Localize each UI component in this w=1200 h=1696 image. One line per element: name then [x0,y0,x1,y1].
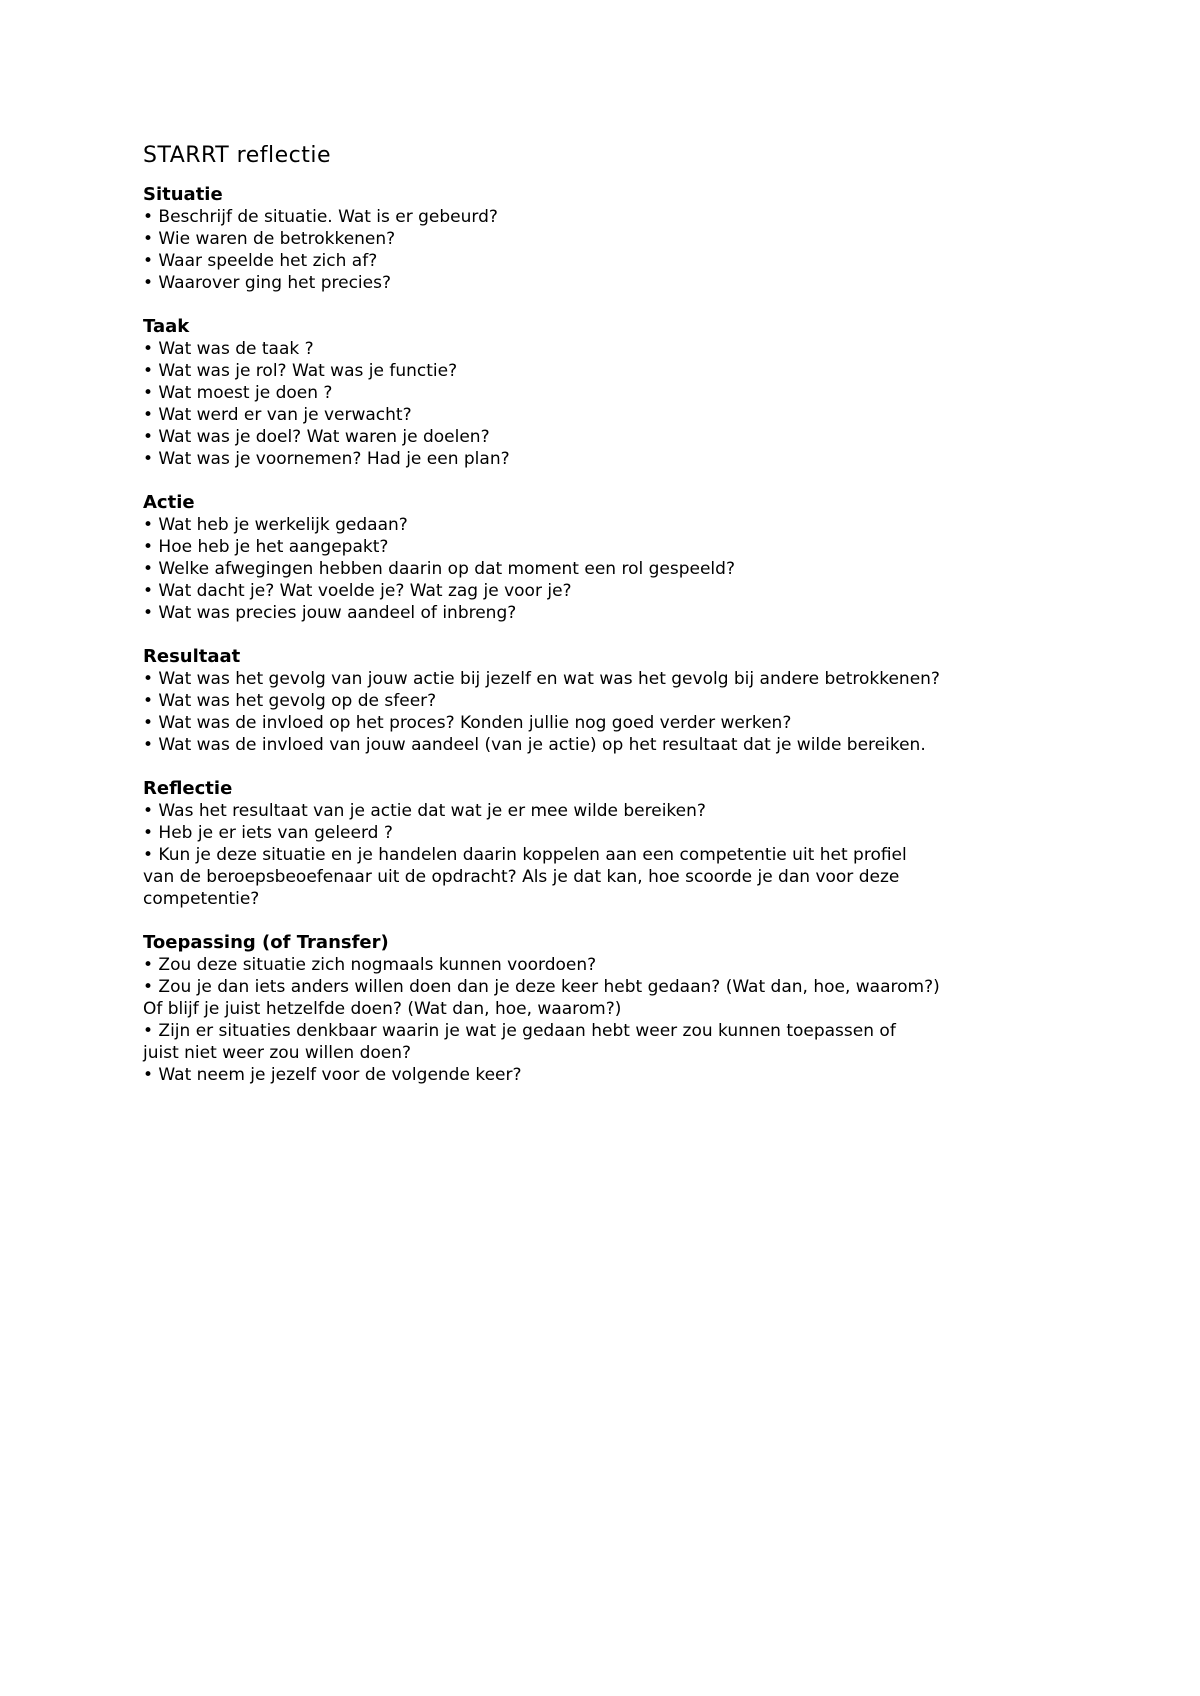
bullet-line: • Wie waren de betrokkenen? [143,229,396,249]
bullet-line: • Waarover ging het precies? [143,273,391,293]
continuation-line: van de beroepsbeoefenaar uit de opdracht? Als je dat kan, hoe scoorde je dan voor deze [143,867,900,887]
section-lines [143,954,1043,1086]
bullet-line: • Wat was je voornemen? Had je een plan? [143,449,510,469]
section-heading: Situatie [143,184,223,205]
section-heading: Taak [143,316,190,337]
bullet-line: • Wat was de taak ? [143,339,314,359]
document-page [143,142,1043,1108]
section-reflectie [143,778,1043,910]
bullet-line: • Wat was je rol? Wat was je functie? [143,361,458,381]
continuation-line: juist niet weer zou willen doen? [143,1043,412,1063]
section-heading: Actie [143,492,195,513]
bullet-line: • Wat heb je werkelijk gedaan? [143,515,408,535]
section-taak [143,316,1043,470]
bullet-line: • Zou je dan iets anders willen doen dan je deze keer hebt gedaan? (Wat dan, hoe, waarom?) [143,977,940,997]
bullet-line: • Welke afwegingen hebben daarin op dat moment een rol gespeeld? [143,559,735,579]
section-resultaat [143,646,1043,756]
section-lines [143,514,1043,624]
bullet-line: • Beschrijf de situatie. Wat is er gebeurd? [143,207,498,227]
section-actie [143,492,1043,624]
section-situatie [143,184,1043,294]
section-heading: Reflectie [143,778,233,799]
section-lines [143,800,1043,910]
section-lines [143,668,1043,756]
section-heading: Toepassing (of Transfer) [143,932,389,953]
bullet-line: • Wat was de invloed van jouw aandeel (van je actie) op het resultaat dat je wilde bereiken. [143,735,926,755]
bullet-line: • Wat was het gevolg op de sfeer? [143,691,437,711]
bullet-line: • Wat moest je doen ? [143,383,333,403]
continuation-line: Of blijf je juist hetzelfde doen? (Wat dan, hoe, waarom?) [143,999,622,1019]
section-lines [143,338,1043,470]
bullet-line: • Kun je deze situatie en je handelen daarin koppelen aan een competentie uit het profiel [143,845,907,865]
bullet-line: • Wat werd er van je verwacht? [143,405,412,425]
bullet-line: • Wat was je doel? Wat waren je doelen? [143,427,490,447]
bullet-line: • Wat was precies jouw aandeel of inbreng? [143,603,517,623]
bullet-line: • Zijn er situaties denkbaar waarin je wat je gedaan hebt weer zou kunnen toepassen of [143,1021,896,1041]
section-lines [143,206,1043,294]
bullet-line: • Wat neem je jezelf voor de volgende keer? [143,1065,522,1085]
bullet-line: • Heb je er iets van geleerd ? [143,823,393,843]
document-title: STARRT reflectie [143,143,332,168]
continuation-line: competentie? [143,889,260,909]
bullet-line: • Wat was het gevolg van jouw actie bij jezelf en wat was het gevolg bij andere betrokkenen? [143,669,940,689]
bullet-line: • Waar speelde het zich af? [143,251,378,271]
section-heading: Resultaat [143,646,241,667]
bullet-line: • Wat dacht je? Wat voelde je? Wat zag je voor je? [143,581,572,601]
section-toepassing [143,932,1043,1086]
bullet-line: • Was het resultaat van je actie dat wat je er mee wilde bereiken? [143,801,706,821]
bullet-line: • Hoe heb je het aangepakt? [143,537,389,557]
bullet-line: • Wat was de invloed op het proces? Konden jullie nog goed verder werken? [143,713,792,733]
bullet-line: • Zou deze situatie zich nogmaals kunnen voordoen? [143,955,597,975]
